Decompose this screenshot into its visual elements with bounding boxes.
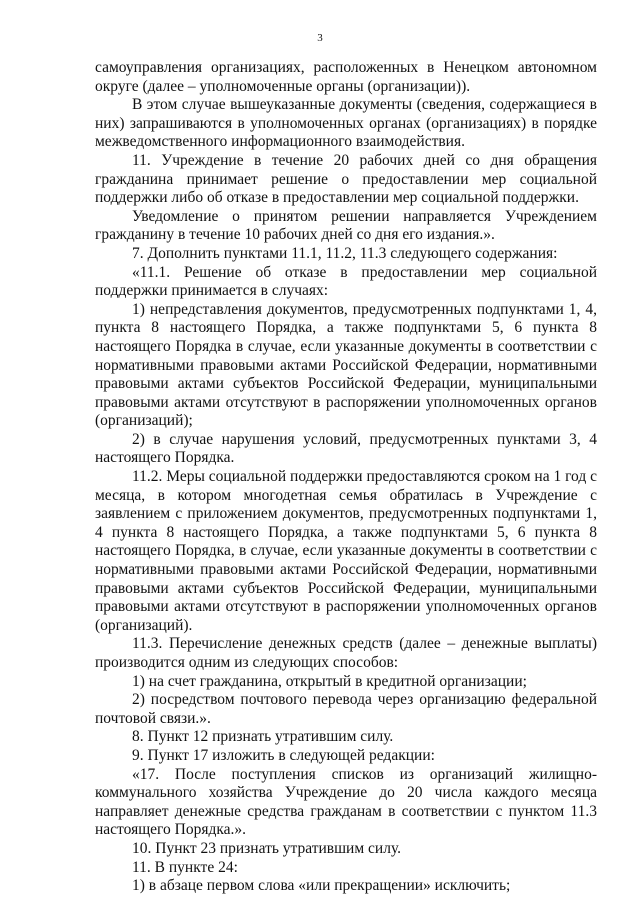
- page-number: 3: [317, 32, 323, 44]
- paragraph: Уведомление о принятом решении направляется Учреждением гражданину в течение 10 рабочих дней со дня его издания.».: [95, 207, 597, 244]
- paragraph: 2) в случае нарушения условий, предусмотренных пунктами 3, 4 настоящего Порядка.: [95, 430, 597, 467]
- paragraph: 1) непредставления документов, предусмотренных подпунктами 1, 4, пункта 8 настоящего Порядка, а также подпунктами 5, 6 пункта 8 настоящего Порядка в случае, если указанные документы в соответствии с нормативными правовыми актами Российской Федерации, нормативными правовыми актами субъектов Российской Федерации, муниципальными правовыми актами отсутствуют в распоряжении уполномоченных органов (организаций);: [95, 300, 597, 430]
- paragraph: 11. Учреждение в течение 20 рабочих дней со дня обращения гражданина принимает решение о предоставлении мер социальной поддержки либо об отказе в предоставлении мер социальной поддержки.: [95, 151, 597, 207]
- paragraph: 11.2. Меры социальной поддержки предоставляются сроком на 1 год с месяца, в котором многодетная семья обратилась в Учреждение с заявлением с приложением документов, предусмотренных подпунктами 1, 4 пункта 8 настоящего Порядка, а также подпунктами 5, 6 пункта 8 настоящего Порядка, в случае, если указанные документы в соответствии с нормативными правовыми актами Российской Федерации, нормативными правовыми актами субъектов Российской Федерации, муниципальными правовыми актами отсутствуют в распоряжении уполномоченных органов (организаций).: [95, 468, 597, 634]
- paragraph: 11.3. Перечисление денежных средств (далее – денежные выплаты) производится одним из следующих способов:: [95, 635, 597, 671]
- paragraph: «17. После поступления списков из организаций жилищно-коммунального хозяйства Учреждение до 20 числа каждого месяца направляет денежные средства гражданам в соответствии с пунктом 11.3 настоящего Порядка.».: [95, 765, 597, 839]
- paragraph: 8. Пункт 12 признать утратившим силу.: [132, 728, 394, 746]
- paragraph: В этом случае вышеуказанные документы (сведения, содержащиеся в них) запрашиваются в уполномоченных органах (организациях) в порядке межведомственного информационного взаимодействия.: [95, 96, 597, 151]
- paragraph: 7. Дополнить пунктами 11.1, 11.2, 11.3 следующего содержания:: [132, 244, 558, 262]
- paragraph: самоуправления организациях, расположенных в Ненецком автономном округе (далее – уполномоченные органы (организации)).: [95, 59, 597, 95]
- paragraph: 2) посредством почтового перевода через организацию федеральной почтовой связи.».: [95, 691, 597, 727]
- paragraph: 9. Пункт 17 изложить в следующей редакции:: [132, 746, 435, 764]
- paragraph: 10. Пункт 23 признать утратившим силу.: [132, 839, 402, 857]
- document-body: [95, 59, 597, 896]
- paragraph: «11.1. Решение об отказе в предоставлении мер социальной поддержки принимается в случаях:: [95, 263, 597, 300]
- paragraph: 1) на счет гражданина, открытый в кредитной организации;: [132, 672, 527, 690]
- paragraph: 1) в абзаце первом слова «или прекращении» исключить;: [132, 877, 511, 895]
- paragraph: 11. В пункте 24:: [132, 858, 238, 876]
